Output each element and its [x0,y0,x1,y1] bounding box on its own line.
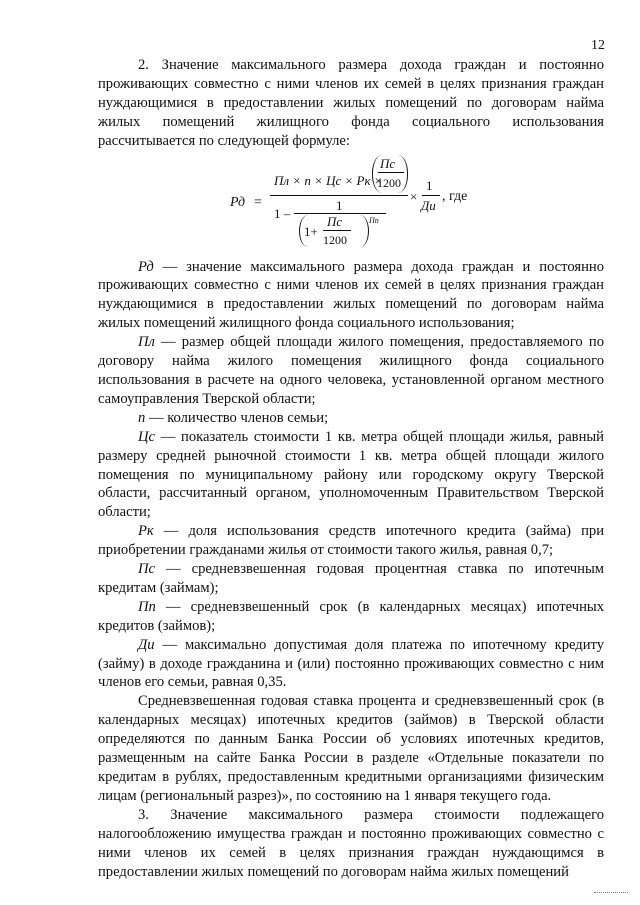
formula-frac2-bar [422,195,440,196]
formula-lhs: Рд [230,194,246,210]
formula-main-bar [270,195,408,196]
rate-paragraph: Средневзвешенная годовая ставка процента и средневзвешенный срок (в календарных месяцах) ипотечных кредитов (займов) в Тверской области определяются по данным Банка России об условиях ипотечных кредитов, размещенным на сайте Банка России в разделе «Отдельные показатели по кредитам в рублях, предоставленным кредитными организациями физическим лицам (региональный разрез)», по состоянию на 1 января текущего года. [98,693,604,804]
definition-ps: Пс — средневзвешенная годовая процентная ставка по ипотечным кредитам (займам); [98,561,604,596]
formula-den-one: 1 – [274,205,291,221]
section-2-paragraph: 2. Значение максимального размера дохода граждан и постоянно проживающих совместно с ними членов их семей в целях признания граждан нуждающимися в предоставлении жилых помещений по договорам найма жилых помещений жилищного фонда социального использования рассчитывается по следующей формуле: [98,57,604,149]
formula-frac2-num: 1 [426,177,433,193]
formula-numerator: Пл × n × Цс × Рк × [274,172,383,188]
formula-where: , где [442,188,468,204]
definition-cs: Цс — показатель стоимости 1 кв. метра общей площади жилья, равный размеру средней рыночной стоимости 1 кв. метра общей площади жилого помещения по муниципальному району или городскому округу Тверской области, рассчитанный органом, уполномоченным Правительством Тверской области; [98,428,604,521]
formula-equals: = [254,194,262,210]
income-formula [98,153,604,247]
definition-pp: Пп — средневзвешенный срок (в календарных месяцах) ипотечных кредитов (займов); [98,598,604,634]
formula-exponent: Пп [369,215,379,225]
signature-mark [594,892,628,894]
document-body [98,56,604,881]
formula-den-top-one: 1 [336,197,343,213]
formula-1200: 1200 [377,175,401,190]
formula-frac2-den: Ди [421,197,436,213]
formula-den-inner-one: 1+ [304,223,318,239]
formula-pc-bar [378,172,404,173]
definition-rk: Рк — доля использования средств ипотечного кредита (займа) при приобретении гражданами жилья от стоимости такого жилья, равная 0,7; [98,523,604,559]
formula-pc: Пс [380,155,396,171]
section-3-paragraph: 3. Значение максимального размера стоимости подлежащего налогообложению имущества граждан и постоянно проживающих совместно с ними членов их семей в целях признания граждан нуждающимся в предоставлении жилых помещений по договорам найма жилых помещений [98,806,604,880]
definition-n: n — количество членов семьи; [138,409,329,426]
definition-di: Ди — максимально допустимая доля платежа по ипотечному кредиту (займу) в доходе гражданина и (или) постоянно проживающих совместно с ним членов его семьи, равная 0,35. [98,636,604,691]
page-number: 12 [591,38,605,53]
formula-times: × [410,188,418,204]
definition-rd: Рд — значение максимального размера дохода граждан и постоянно проживающих совместно с ними членов их семей в целях признания граждан нуждающимися в предоставлении жилых помещений по договорам найма жилых помещений жилищного фонда социального использования; [98,258,604,332]
formula-den-1200: 1200 [323,232,347,247]
definition-pl: Пл — размер общей площади жилого помещения, предоставляемого по договору найма жилого помещения жилищного фонда социального использования в расчете на одного человека, установленной органом местного самоуправления Тверской области; [98,334,604,407]
formula-den-pc: Пс [327,213,343,229]
